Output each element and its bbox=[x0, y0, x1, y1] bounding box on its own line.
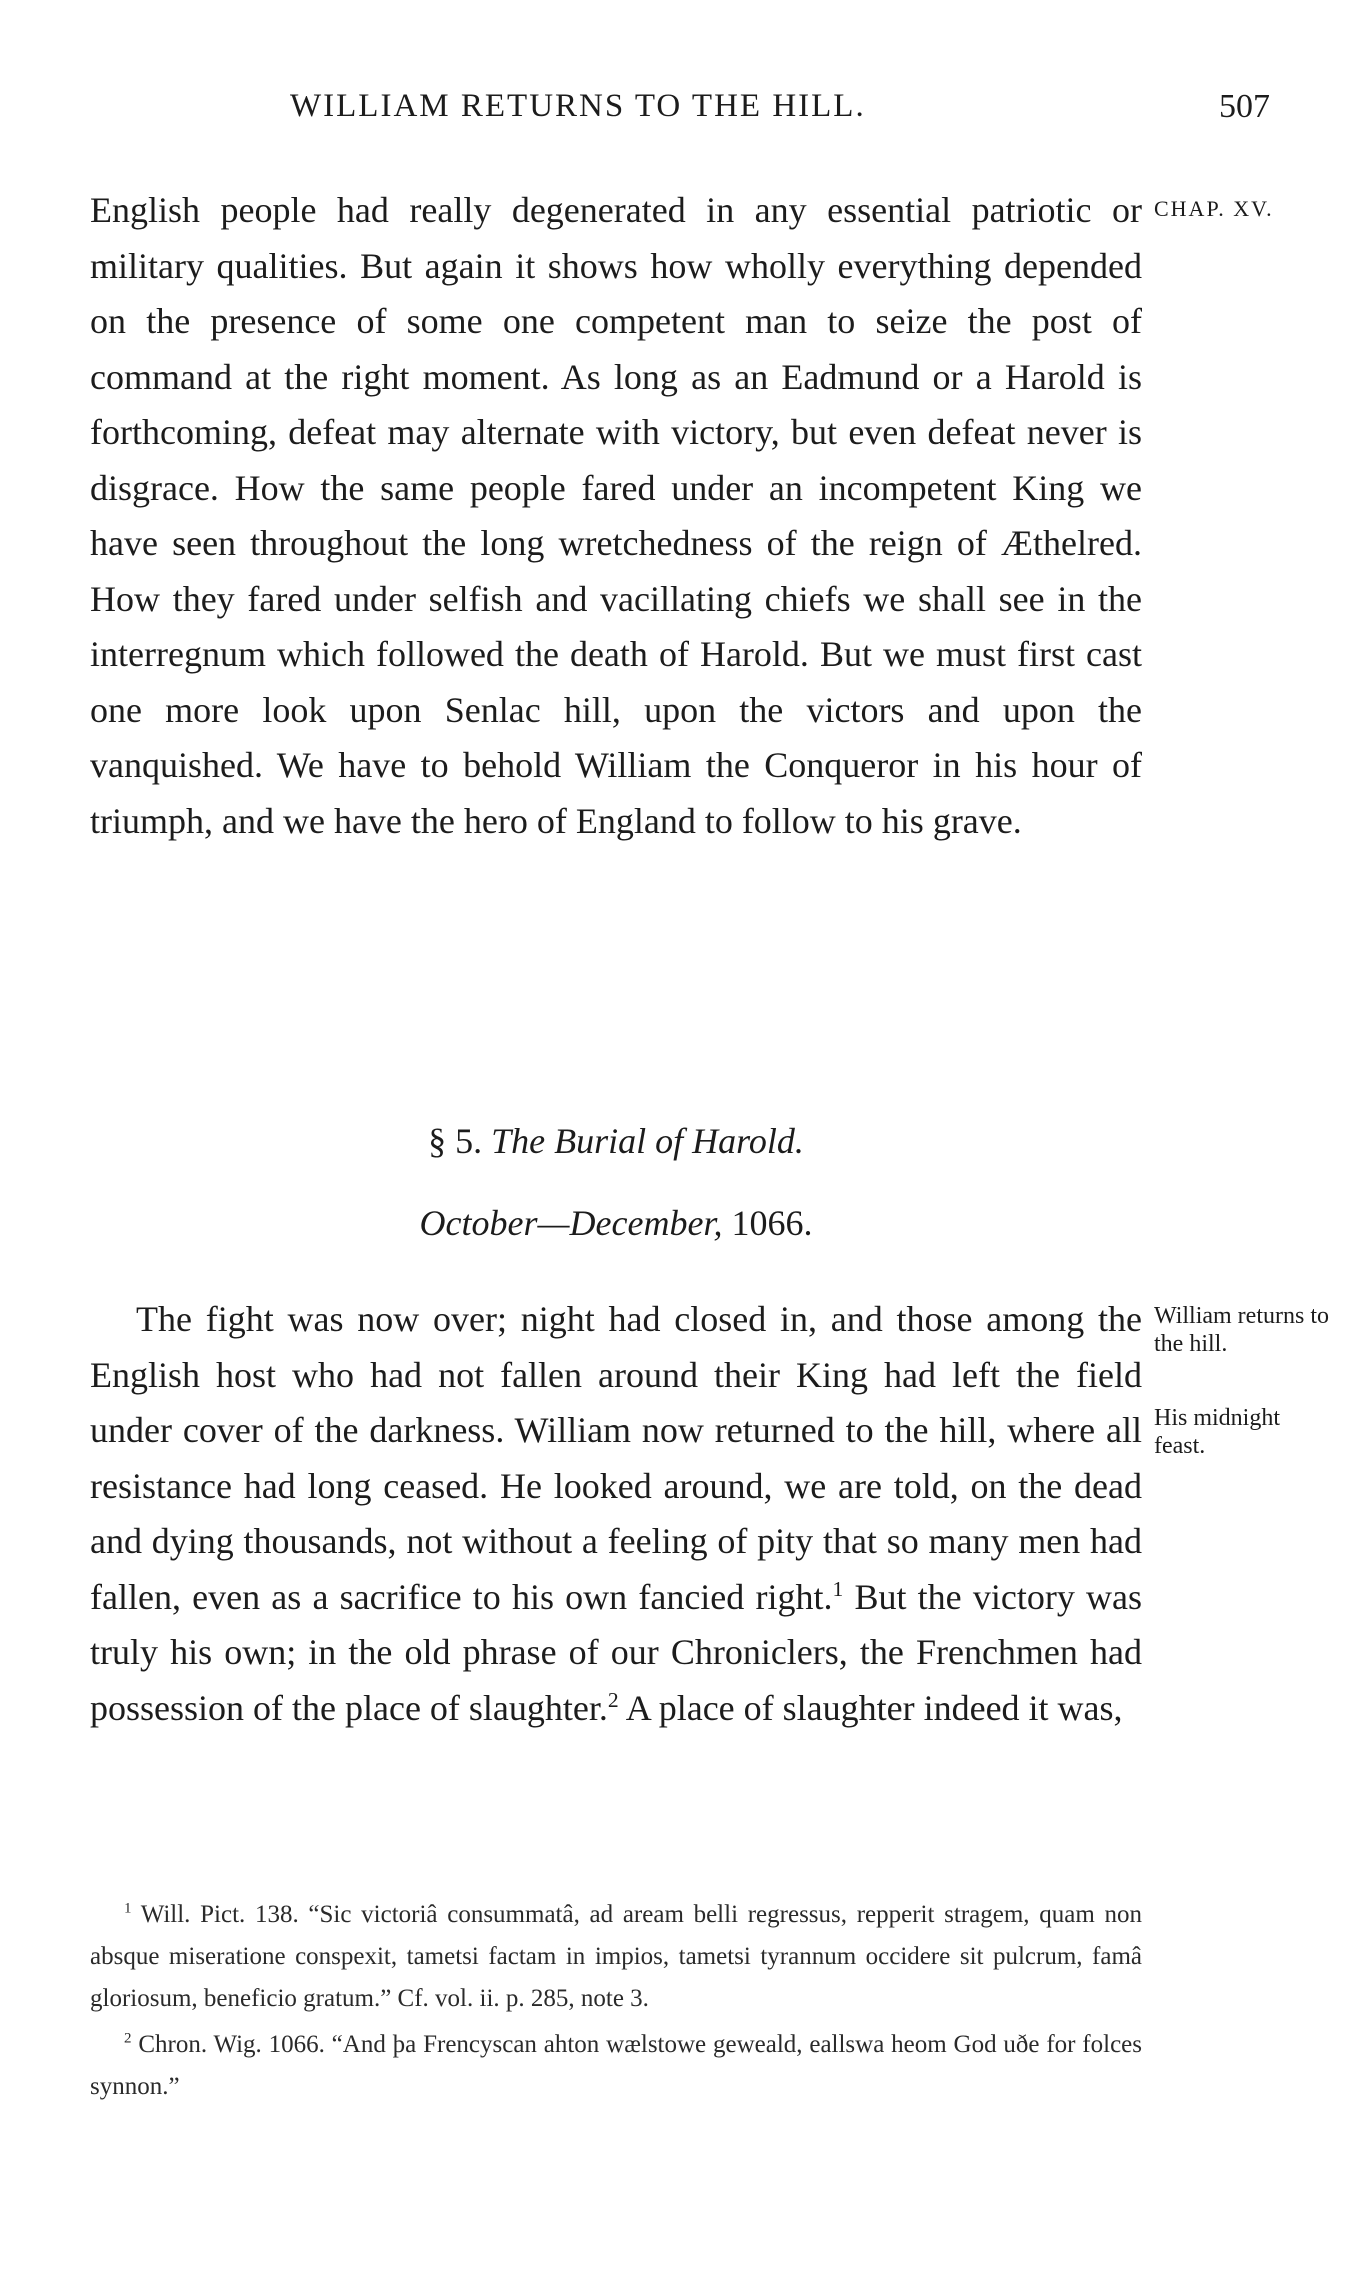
section-date-line bbox=[90, 1202, 1142, 1244]
section-heading bbox=[90, 1120, 1142, 1162]
chapter-marginal-note: CHAP. XV. bbox=[1154, 196, 1274, 221]
paragraph-1: English people had really degenerated in any essential patriotic or military qualities. But again it shows how wholly everything depended on the presence of some one competent man to seize the post of command at the right moment. As long as an Eadmund or a Harold is forthcoming, defeat may alternate with victory, but even defeat never is disgrace. How the same people fared under an incompetent King we have seen throughout the long wretchedness of the reign of Æthelred. How they fared under selfish and vacillating chiefs we shall see in the interregnum which followed the death of Harold. But we must first cast one more look upon Senlac hill, upon the victors and upon the vanquished. We have to behold William the Conqueror in his hour of triumph, and we have the hero of England to follow to his grave. bbox=[90, 190, 1142, 841]
footnote-2 bbox=[90, 2024, 1142, 2108]
footnote-marker-1: 1 bbox=[124, 1900, 132, 1917]
section-date-range: October—December, bbox=[419, 1203, 723, 1243]
section-year: 1066. bbox=[731, 1203, 813, 1243]
marginal-note-returns: William returns to the hill. bbox=[1154, 1303, 1329, 1357]
paragraph-2-text-a: The fight was now over; night had closed in, and those among the English host who had not fallen around their King had left the field under cover of the darkness. William now returned to the hill, where all resistance had long ceased. He looked around, we are told, on the dead and dying thousands, not without a feeling of pity that so many men had fallen, even as a sacrifice to his own fancied right. bbox=[90, 1299, 1142, 1617]
running-head bbox=[90, 88, 1270, 138]
paragraph-2 bbox=[90, 1292, 1142, 1736]
section-number: § 5. bbox=[428, 1121, 483, 1161]
paragraph-2-text-c: A place of slaughter indeed it was, bbox=[618, 1687, 1123, 1728]
section-title: The Burial of Harold. bbox=[491, 1121, 804, 1161]
footnote-ref-2[interactable]: 2 bbox=[607, 1687, 619, 1712]
footnote-2-text: Chron. Wig. 1066. “And þa Frencyscan ahton wælstowe geweald, eallswa heom God uðe for folces synnon.” bbox=[90, 2031, 1143, 2100]
paragraph-2-text-b: But the victory was truly his own; in the old phrase of our Chroniclers, the Frenchmen had possession of the place of slaughter. bbox=[90, 1576, 1142, 1728]
footnote-1-text: Will. Pict. 138. “Sic victoriâ consummatâ, ad aream belli regressus, repperit stragem, quam non absque miseratione conspexit, tametsi factam in impios, tametsi tyrannum occidere sit pulcrum, famâ gloriosum, beneficio gratum.” Cf. vol. ii. p. 285, note 3. bbox=[90, 1901, 1142, 2012]
page-number: 507 bbox=[1219, 88, 1270, 125]
marginal-note-feast: His midnight feast. bbox=[1154, 1405, 1281, 1459]
footnotes bbox=[90, 1894, 1142, 2112]
footnote-1 bbox=[90, 1894, 1142, 2020]
footnote-ref-1[interactable]: 1 bbox=[832, 1576, 844, 1601]
running-title: WILLIAM RETURNS TO THE HILL. bbox=[290, 88, 866, 124]
footnote-marker-2: 2 bbox=[124, 2030, 132, 2047]
